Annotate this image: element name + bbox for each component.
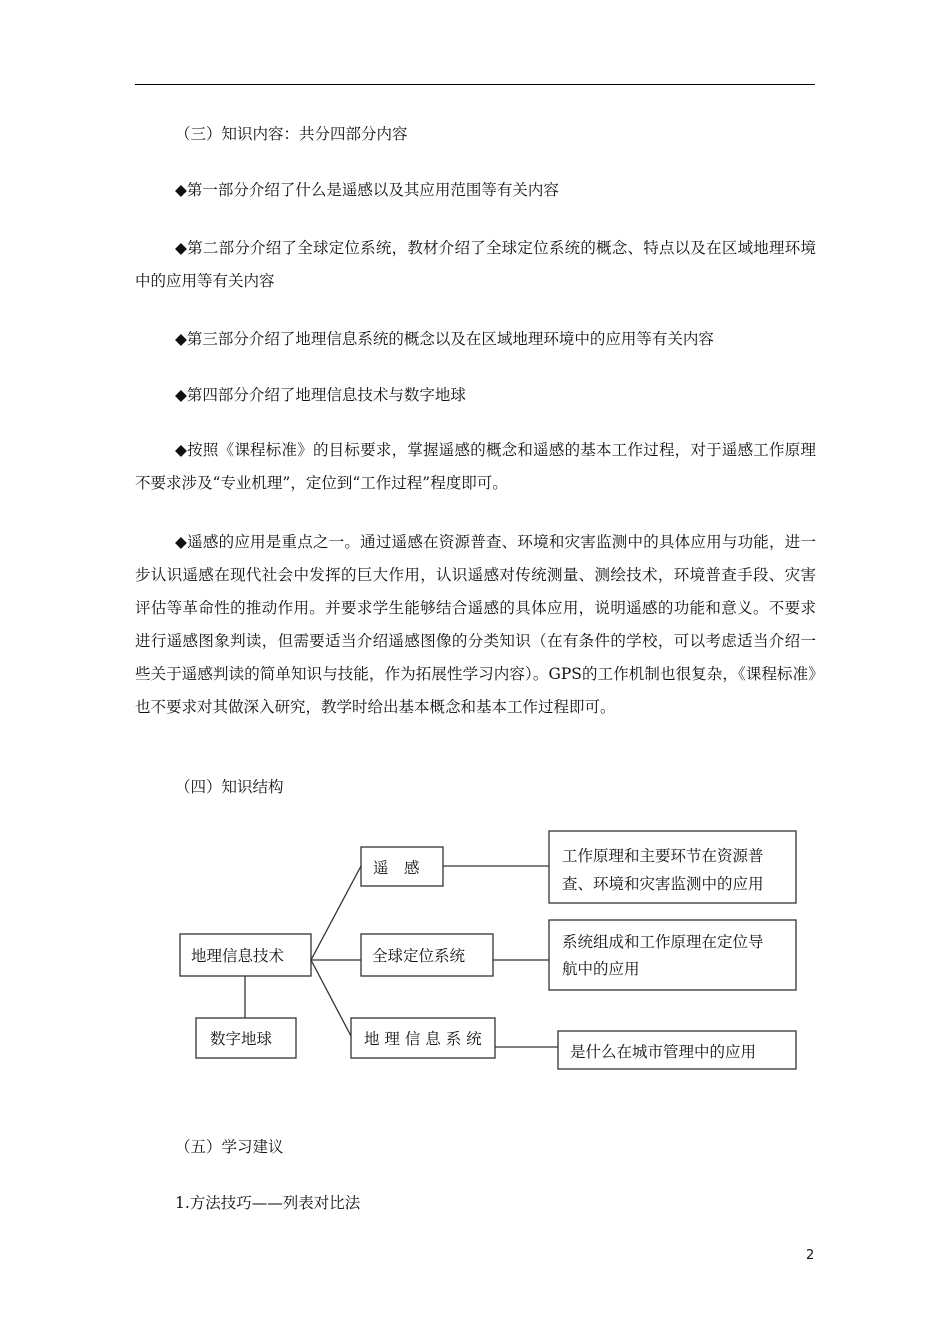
gps-desc-box — [549, 920, 796, 990]
section-three-heading: （三）知识内容：共分四部分内容 — [175, 125, 408, 143]
root-to-rs-line — [311, 866, 361, 960]
section-four-heading: （四）知识结构 — [175, 778, 284, 796]
bullet-part-two: ◆第二部分介绍了全球定位系统，教材介绍了全球定位系统的概念、特点以及在区域地理环境中的应用等有关内容 — [135, 239, 816, 290]
bullet-standard-requirement: ◆按照《课程标准》的目标要求，掌握遥感的概念和遥感的基本工作过程，对于遥感工作原理不要求涉及“专业机理”，定位到“工作过程”程度即可。 — [135, 441, 816, 492]
root-to-gis-line — [311, 960, 351, 1036]
method-one-heading: 1.方法技巧——列表对比法 — [175, 1194, 361, 1212]
gis-label: 地 理 信 息 系 统 — [364, 1030, 482, 1048]
bullet-part-one: ◆第一部分介绍了什么是遥感以及其应用范围等有关内容 — [175, 181, 559, 199]
rs-label: 遥 感 — [373, 859, 420, 877]
digital-earth-label: 数字地球 — [210, 1030, 273, 1048]
rs-desc-line1: 工作原理和主要环节在资源普 — [562, 847, 764, 865]
rs-desc-line2: 查、环境和灾害监测中的应用 — [562, 875, 764, 893]
gps-desc-line2: 航中的应用 — [562, 960, 640, 978]
page-number: 2 — [806, 1248, 815, 1263]
gps-label: 全球定位系统 — [372, 947, 466, 965]
gis-desc-label: 是什么在城市管理中的应用 — [570, 1043, 757, 1061]
root-label: 地理信息技术 — [191, 947, 285, 965]
bullet-part-four: ◆第四部分介绍了地理信息技术与数字地球 — [175, 386, 466, 404]
bullet-part-three: ◆第三部分介绍了地理信息系统的概念以及在区域地理环境中的应用等有关内容 — [175, 330, 714, 348]
gps-desc-line1: 系统组成和工作原理在定位导 — [562, 933, 764, 951]
section-five-heading: （五）学习建议 — [175, 1138, 284, 1156]
bullet-rs-application: ◆遥感的应用是重点之一。通过遥感在资源普查、环境和灾害监测中的具体应用与功能，进一步认识遥感在现代社会中发挥的巨大作用，认识遥感对传统测量、测绘技术，环境普查手段、灾害评估等革命性的推动作用。并要求学生能够结合遥感的具体应用，说明遥感的功能和意义。不要求进行遥感图象判读，但需要适当介绍遥感图像的分类知识（在有条件的学校，可以考虑适当介绍一些关于遥感判读的简单知识与技能，作为拓展性学习内容）。GPS的工作机制也很复杂，《课程标准》也不要求对其做深入研究，教学时给出基本概念和基本工作过程即可。 — [135, 533, 816, 716]
